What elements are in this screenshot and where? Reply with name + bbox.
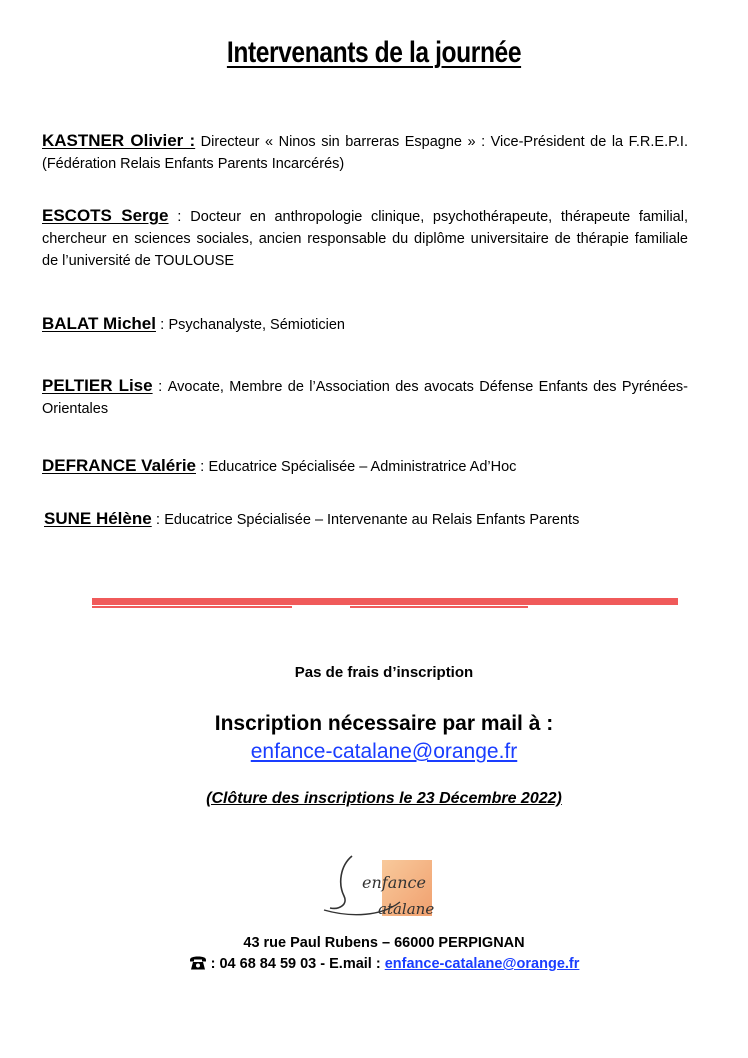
- logo-text-line1: enfance: [362, 873, 426, 892]
- speaker-defrance: [42, 455, 688, 478]
- speaker-balat: [42, 313, 688, 336]
- divider-line: [350, 606, 528, 608]
- enfance-catalane-logo: [322, 852, 450, 932]
- speaker-separator: :: [196, 458, 209, 475]
- speaker-name: ESCOTS Serge: [42, 206, 169, 225]
- speaker-description: Educatrice Spécialisée – Intervenante au Relais Enfants Parents: [164, 512, 580, 528]
- divider-line: [92, 606, 292, 608]
- divider-bar: [92, 598, 678, 605]
- logo-graphic: [322, 852, 450, 932]
- speaker-separator: :: [168, 208, 191, 225]
- speaker-name: PELTIER Lise: [42, 376, 153, 395]
- speaker-name: DEFRANCE Valérie: [42, 456, 196, 475]
- speaker-description: Psychanalyste, Sémioticien: [168, 317, 345, 333]
- closing-date-note: (Clôture des inscriptions le 23 Décembre 2022): [206, 790, 562, 807]
- speaker-description: Directeur « Ninos sin barreras Espagne » : Vice-Président de la F.R.E.P.I. (Fédération Relais Enfants Parents Incarcérés): [42, 134, 688, 172]
- speaker-name: SUNE Hélène: [44, 509, 152, 528]
- contact-email-link[interactable]: enfance-catalane@orange.fr: [384, 956, 580, 972]
- speaker-separator: :: [155, 316, 169, 333]
- fees-note: Pas de frais d’inscription: [294, 664, 474, 681]
- speaker-description: Educatrice Spécialisée – Administratrice Ad’Hoc: [208, 459, 517, 475]
- speaker-name: KASTNER Olivier :: [42, 131, 196, 150]
- registration-email-link[interactable]: enfance-catalane@orange.fr: [250, 740, 518, 763]
- speaker-separator: :: [152, 378, 168, 395]
- phone-and-email-label: : 04 68 84 59 03 - E.mail :: [206, 956, 385, 972]
- speaker-sune: [44, 508, 734, 531]
- speaker-peltier: [42, 375, 688, 420]
- speaker-name: BALAT Michel: [42, 314, 156, 333]
- telephone-icon: [189, 956, 207, 970]
- page-title: Intervenants de la journée: [226, 36, 522, 69]
- postal-address: 43 rue Paul Rubens – 66000 PERPIGNAN: [243, 935, 525, 951]
- contact-line: [0, 956, 748, 972]
- speaker-description: Docteur en anthropologie clinique, psychothérapeute, thérapeute familial, chercheur en sciences sociales, ancien responsable du diplôme universitaire de thérapie familiale de l’université de TOULOUSE: [42, 209, 688, 269]
- speaker-description: Avocate, Membre de l’Association des avocats Défense Enfants des Pyrénées-Orientales: [42, 379, 688, 417]
- logo-text-line2: atalane: [378, 900, 435, 918]
- speaker-separator: :: [151, 511, 165, 528]
- speaker-escots: [42, 205, 688, 272]
- logo-swirl: [330, 856, 352, 908]
- registration-heading: Inscription nécessaire par mail à :: [214, 712, 554, 735]
- speaker-kastner: [42, 130, 688, 175]
